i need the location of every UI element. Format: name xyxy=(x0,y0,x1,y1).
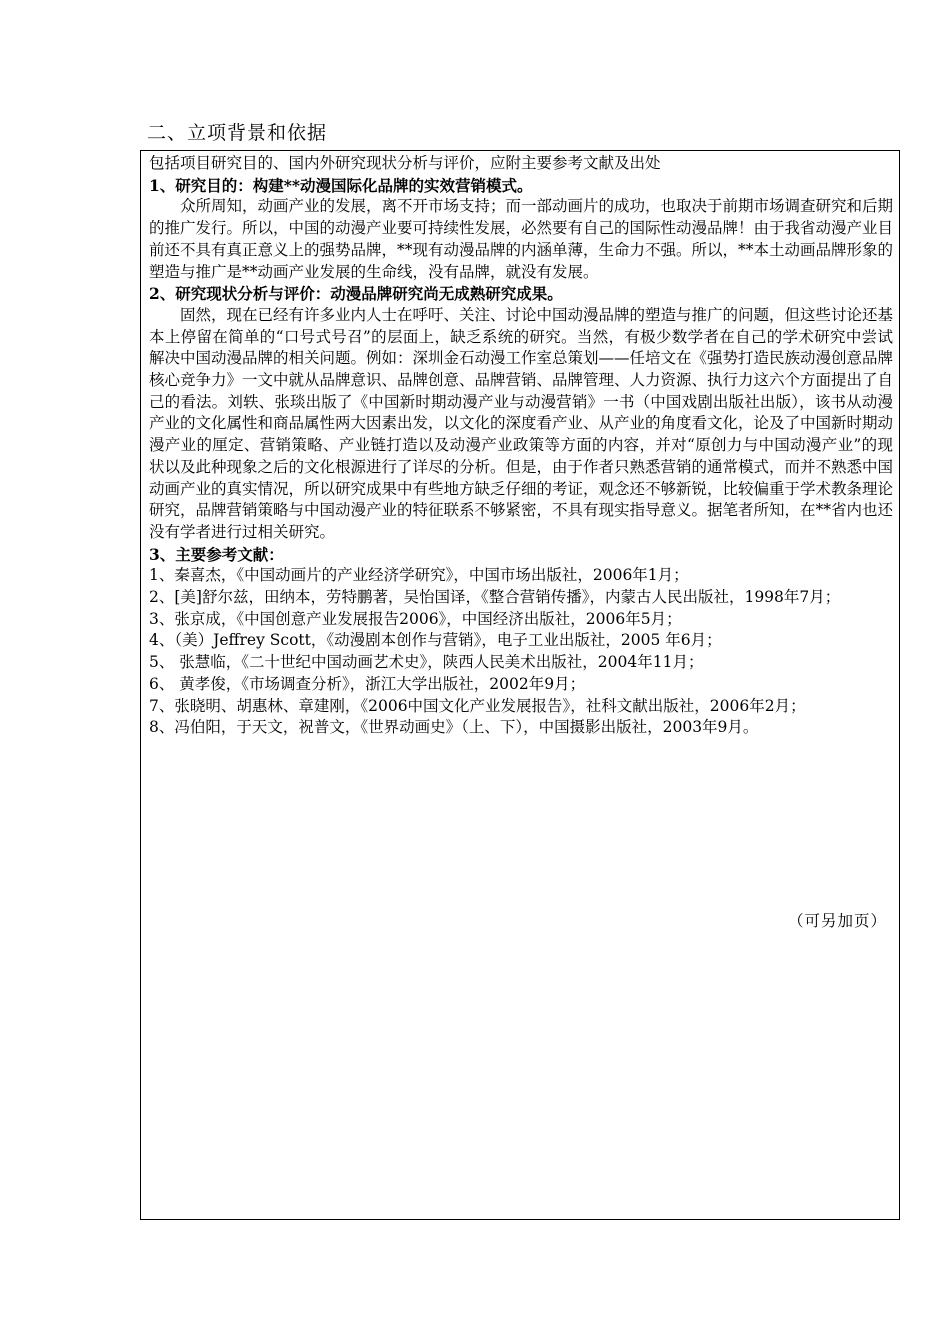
reference-item: 5、 张慧临，《二十世纪中国动画艺术史》，陕西人民美术出版社，2004年11月； xyxy=(149,653,704,672)
reference-item: 7、张晓明、胡惠林、章建刚，《2006中国文化产业发展报告》，社科文献出版社，2006年2月； xyxy=(149,696,806,715)
intro-text: 包括项目研究目的、国内外研究现状分析与评价，应附主要参考文献及出处 xyxy=(149,154,661,172)
reference-item: 4、（美）Jeffrey Scott，《动漫剧本创作与营销》，电子工业出版社，2005 年6月； xyxy=(149,631,722,650)
status-paragraph: 固然，现在已经有许多业内人士在呼吁、关注、讨论中国动漫品牌的塑造与推广的问题，但这些讨论还基本上停留在简单的“口号式号召”的层面上，缺乏系统的研究。当然，有极少数学者在自己的学术研究中尝试解决中国动漫品牌的相关问题。例如：深圳金石动漫工作室总策划——任培文在《强势打造民族动漫创意品牌核心竞争力》一文中就从品牌意识、品牌创意、品牌营销、品牌管理、人力资源、执行力这六个方面提出了自己的看法。刘轶、张琰出版了《中国新时期动漫产业与动漫营销》一书（中国戏剧出版社出版），该书从动漫产业的文化属性和商品属性两大因素出发，以文化的深度看产业、从产业的角度看文化，论及了中国新时期动漫产业的厘定、营销策略、产业链打造以及动漫产业政策等方面的内容，并对“原创力与中国动漫产业”的现状以及此种现象之后的文化根源进行了详尽的分析。但是，由于作者只熟悉营销的通常模式，而并不熟悉中国动画产业的真实情况，所以研究成果中有些地方缺乏仔细的考证，观念还不够新锐，比较偏重于学术教条理论研究，品牌营销策略与中国动漫产业的特征联系不够紧密，不具有现实指导意义。据笔者所知，在**省内也还没有学者进行过相关研究。 xyxy=(149,305,894,541)
status-heading: 2、研究现状分析与评价：动漫品牌研究尚无成熟研究成果。 xyxy=(149,284,563,304)
reference-item: 8、冯伯阳，于天文，祝普文，《世界动画史》（上、下），中国摄影出版社，2003年9月。 xyxy=(149,718,759,737)
section-title: 二、立项背景和依据 xyxy=(147,122,328,144)
content-text xyxy=(149,153,893,739)
reference-item: 1、秦喜杰，《中国动画片的产业经济学研究》，中国市场出版社，2006年1月； xyxy=(149,566,689,585)
reference-item: 6、 黄孝俊，《市场调查分析》，浙江大学出版社，2002年9月； xyxy=(149,674,586,693)
purpose-heading: 1、研究目的：构建**动漫国际化品牌的实效营销模式。 xyxy=(149,175,533,195)
content-box xyxy=(140,150,900,1220)
reference-item: 3、张京成，《中国创意产业发展报告2006》，中国经济出版社，2006年5月； xyxy=(149,609,682,628)
additional-page-note: （可另加页） xyxy=(787,912,887,930)
reference-item: 2、[美]舒尔兹，田纳本，劳特鹏著，吴怡国译，《整合营销传播》，内蒙古人民出版社，1998年7月； xyxy=(149,588,841,607)
purpose-paragraph: 众所周知，动画产业的发展，离不开市场支持；而一部动画片的成功，也取决于前期市场调查研究和后期的推广发行。所以，中国的动漫产业要可持续性发展，必然要有自己的国际性动漫品牌！由于我省动漫产业目前还不具有真正意义上的强势品牌，**现有动漫品牌的内涵单薄，生命力不强。所以，**本土动画品牌形象的塑造与推广是**动画产业发展的生命线，没有品牌，就没有发展。 xyxy=(149,197,894,281)
references-heading: 3、主要参考文献： xyxy=(149,544,284,564)
